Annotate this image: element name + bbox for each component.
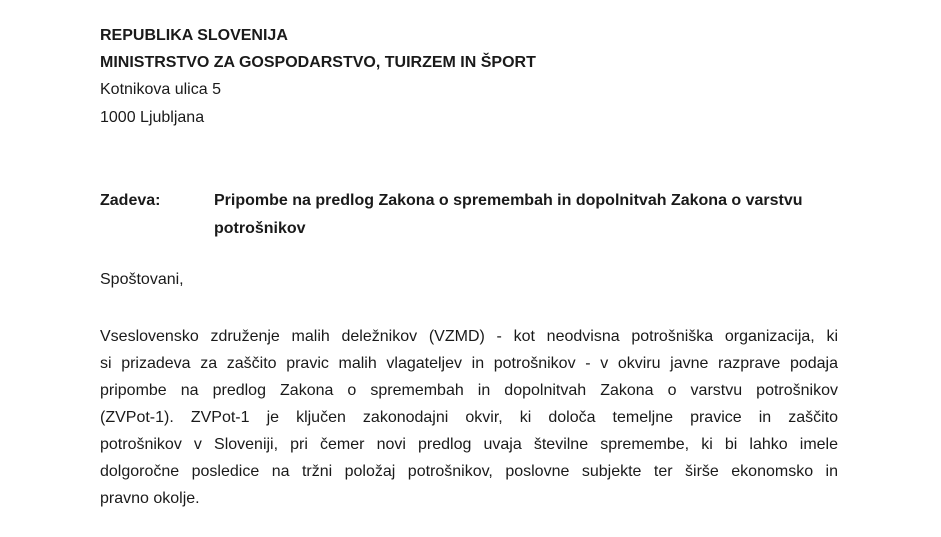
body-line: pravno okolje. — [100, 490, 200, 507]
header-street: Kotnikova ulica 5 — [100, 81, 221, 98]
header-city: 1000 Ljubljana — [100, 109, 205, 126]
body-line: si prizadeva za zaščito pravic malih vlagateljev in potrošnikov - v okviru javne razprave podaja — [100, 355, 838, 372]
subject-text — [214, 187, 844, 243]
subject-label: Zadeva: — [100, 192, 161, 209]
body-line: potrošnikov v Sloveniji, pri čemer novi predlog uvaja številne spremembe, ki bi lahko imele — [100, 436, 838, 453]
body-paragraph — [100, 323, 838, 512]
body-line: pripombe na predlog Zakona o spremembah in dopolnitvah Zakona o varstvu potrošnikov — [100, 382, 838, 399]
body-line: dolgoročne posledice na tržni položaj potrošnikov, poslovne subjekte ter širše ekonomsko in — [100, 463, 838, 480]
subject-line-2: potrošnikov — [214, 220, 306, 237]
body-line: Vseslovensko združenje malih deležnikov (VZMD) - kot neodvisna potrošniška organizacija, ki — [100, 328, 838, 345]
subject-line-1: Pripombe na predlog Zakona o spremembah in dopolnitvah Zakona o varstvu — [214, 192, 803, 209]
body-line: (ZVPot-1). ZVPot-1 je ključen zakonodajni okvir, ki določa temeljne pravice in zaščito — [100, 409, 838, 426]
header-country: REPUBLIKA SLOVENIJA — [100, 27, 288, 44]
greeting: Spoštovani, — [100, 271, 184, 288]
header-ministry: MINISTRSTVO ZA GOSPODARSTVO, TUIRZEM IN ŠPORT — [100, 54, 536, 71]
